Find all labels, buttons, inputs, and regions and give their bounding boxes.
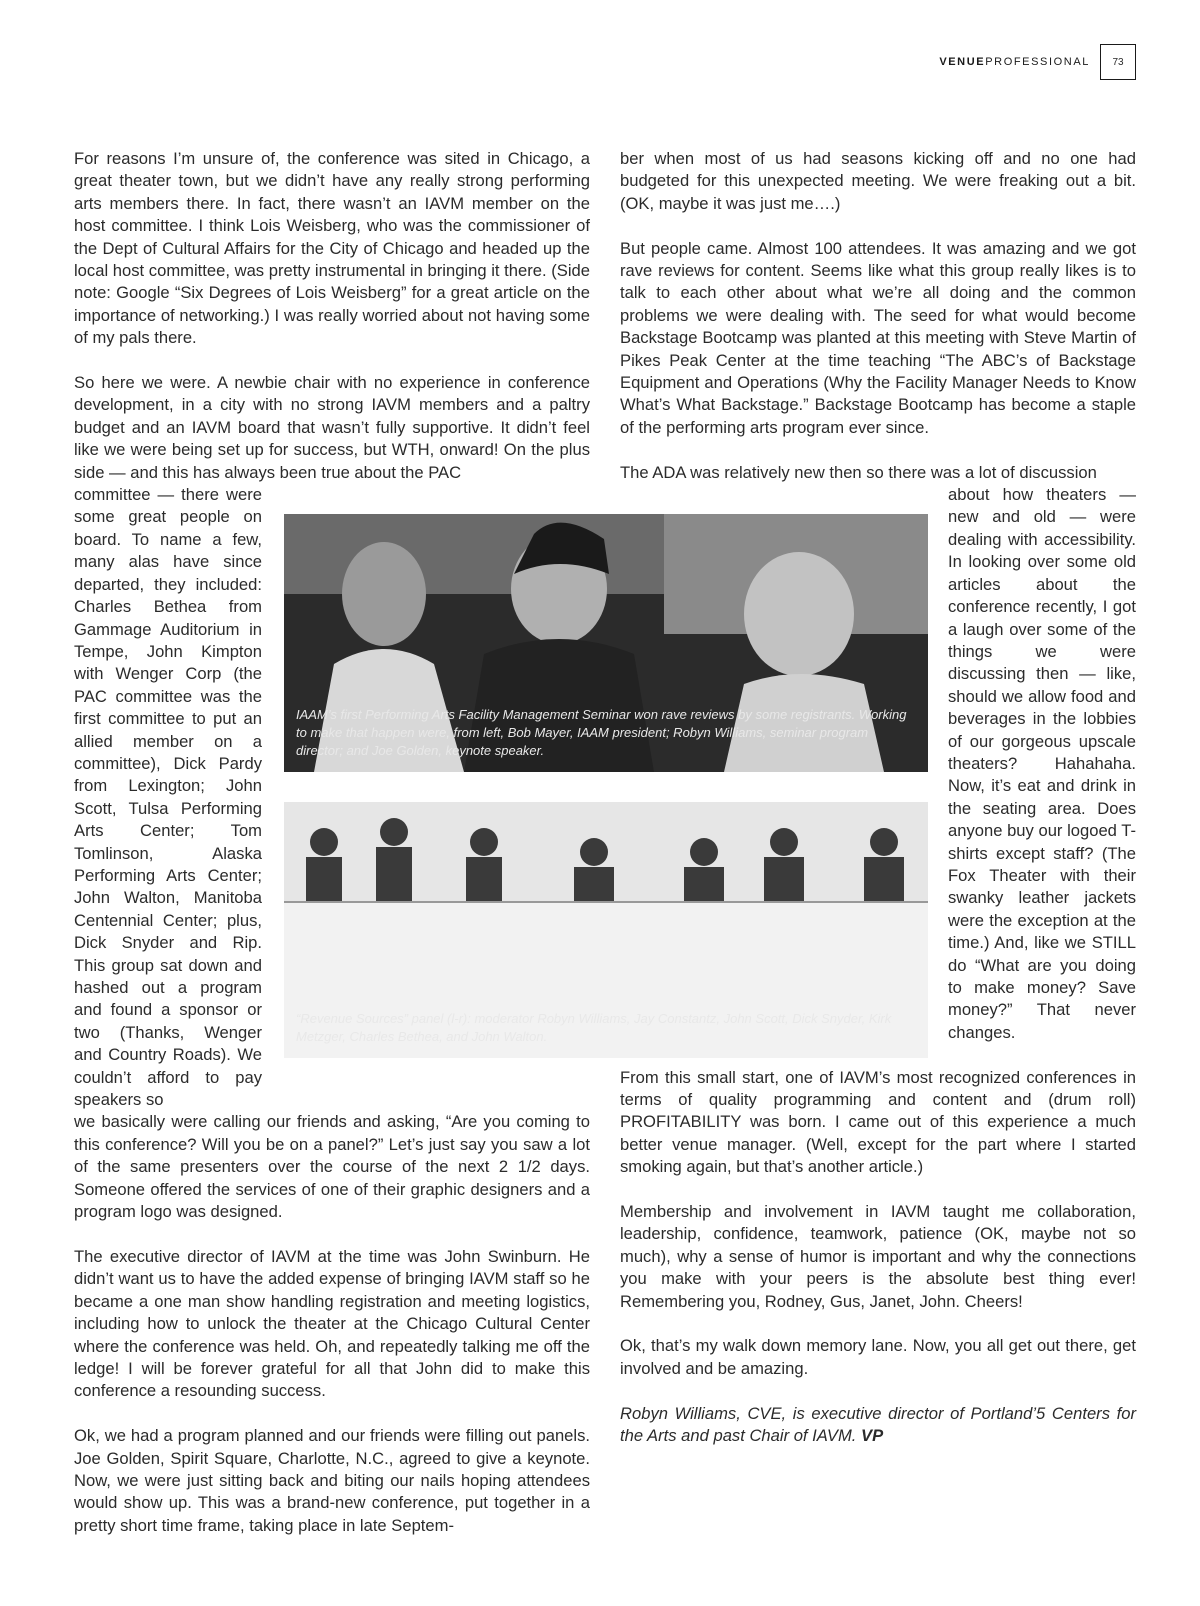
paragraph-wrapped: committee — there were some great people on board. To name a few, many alas have since departed, they included: Charles Bethea from Gammage Auditorium in Tempe, John Kimpton with Wenger Corp (the PAC committee was the first committee to put an allied member on a committee), Dick Pardy from Lexington; John Scott, Tulsa Performing Arts Center; Tom Tomlinson, Alaska Performing Arts Center; John Walton, Manitoba Centennial Center; plus, Dick Snyder and Rip. This group sat down and hashed out a program and found a sponsor or two (Thanks, Wenger and Country Roads). We couldn’t afford to pay speakers so [74, 485, 262, 1110]
page-number: 73 [1100, 44, 1136, 80]
paragraph: The executive director of IAVM at the time was John Swinburn. He didn’t want us to have the added expense of bringing IAVM staff so he became a one man show handling registration and meeting logistics, including how to unlock the theater at the Chicago Cultural Center where the conference was held. Oh, and repeatedly talking me off the ledge! I will be forever grateful for all that John did to make this conference a resounding success. [74, 1246, 590, 1401]
paragraph: Ok, that’s my walk down memory lane. Now, you all get out there, get involved and be amazing. [620, 1336, 1136, 1378]
paragraph-wrapped: about how theaters — new and old — were dealing with accessibility. In looking over some old articles about the conference recently, I got a laugh over some of the things we were discussing then — like, should we allow food and beverages in the lobbies of our gorgeous upscale theaters? Hahahaha. Now, it’s eat and drink in the seating area. Does anyone buy our logoed T-shirts except staff? (The Fox Theater with their swanky leather jackets were the exception at the time.) And, like we STILL do “What are you doing to make money? Save money?” That never changes. [948, 485, 1136, 1042]
author-bio: Robyn Williams, CVE, is executive director of Portland’5 Centers for the Arts and past Chair of IAVM. VP [620, 1403, 1136, 1446]
page-header [939, 44, 1136, 80]
paragraph: we basically were calling our friends and asking, “Are you coming to this conference? Will you be on a panel?” Let’s just say you saw a lot of the same presenters over the course of the next 2 1/2 days. Someone offered the services of one of their graphic designers and a program logo was designed. [74, 1112, 590, 1222]
end-mark: VP [861, 1426, 884, 1446]
photo-panel-discussion [284, 802, 928, 1058]
paragraph: From this small start, one of IAVM’s most recognized conferences in terms of quality programming and content and (drum roll) PROFITABILITY was born. I came out of this experience a much better venue manager. (Well, except for the part where I started smoking again, but that’s another article.) [620, 1067, 1136, 1177]
paragraph: For reasons I’m unsure of, the conference was sited in Chicago, a great theater town, but we didn’t have any really strong performing arts members there. In fact, there wasn’t an IAVM member on the host committee. I think Lois Weisberg, who was the commissioner of the Dept of Cultural Affairs for the City of Chicago and headed up the local host committee, was pretty instrumental in bringing it there. (Side note: Google “Six Degrees of Lois Weisberg” for a great article on the importance of networking.) I was really worried about not having some of my pals there. [74, 149, 590, 348]
paragraph: Membership and involvement in IAVM taught me collaboration, leadership, confidence, teamwork, patience (OK, maybe not so much), why a sense of humor is important and why the connections you make with your peers is the absolute best thing ever! Remembering you, Rodney, Gus, Janet, John. Cheers! [620, 1202, 1136, 1311]
photo-three-people [284, 514, 928, 772]
paragraph: Ok, we had a program planned and our friends were filling out panels. Joe Golden, Spirit Square, Charlotte, N.C., agreed to give a keynote. Now, we were just sitting back and biting our nails hoping attendees would show up. This was a brand-new conference, put together in a pretty short time frame, taking place in late Septem- [74, 1426, 590, 1535]
photo-caption: “Revenue Sources” panel (l-r): moderator Robyn Williams, Jay Constantz, John Scott, Dick Snyder, Kirk Metzger, Charles Bethea, and John Walton. [296, 1011, 892, 1044]
paragraph: But people came. Almost 100 attendees. It was amazing and we got rave reviews for content. Seems like what this group really likes is to talk to each other about what we’re all doing and the common problems we were dealing with. The seed for what would become Backstage Bootcamp was planted at this meeting with Steve Martin of Pikes Peak Center at the time teaching “The ABC’s of Backstage Equipment and Operations (Why the Facility Manager Needs to Know What’s What Backstage.” Backstage Bootcamp has become a staple of the performing arts program ever since. [620, 238, 1136, 437]
photo-caption: IAAM’s first Performing Arts Facility Management Seminar won rave reviews by some registrants. Working to make that happen were, from left, Bob Mayer, IAAM president; Robyn Williams, seminar program director; and Joe Golden, keynote speaker. [296, 707, 907, 758]
paragraph: The ADA was relatively new then so there was a lot of discussion [620, 462, 1097, 482]
paragraph: So here we were. A newbie chair with no experience in conference development, in a city with no strong IAVM members and a paltry budget and an IAVM board that wasn’t fully supportive. It didn’t feel like we were being set up for success, but WTH, onward! On the plus side — and this has always been true about the PAC [74, 373, 590, 482]
paragraph: ber when most of us had seasons kicking off and no one had budgeted for this unexpected meeting. We were freaking out a bit. (OK, maybe it was just me….) [620, 149, 1136, 213]
magazine-brand: VENUEPROFESSIONAL [939, 56, 1090, 68]
